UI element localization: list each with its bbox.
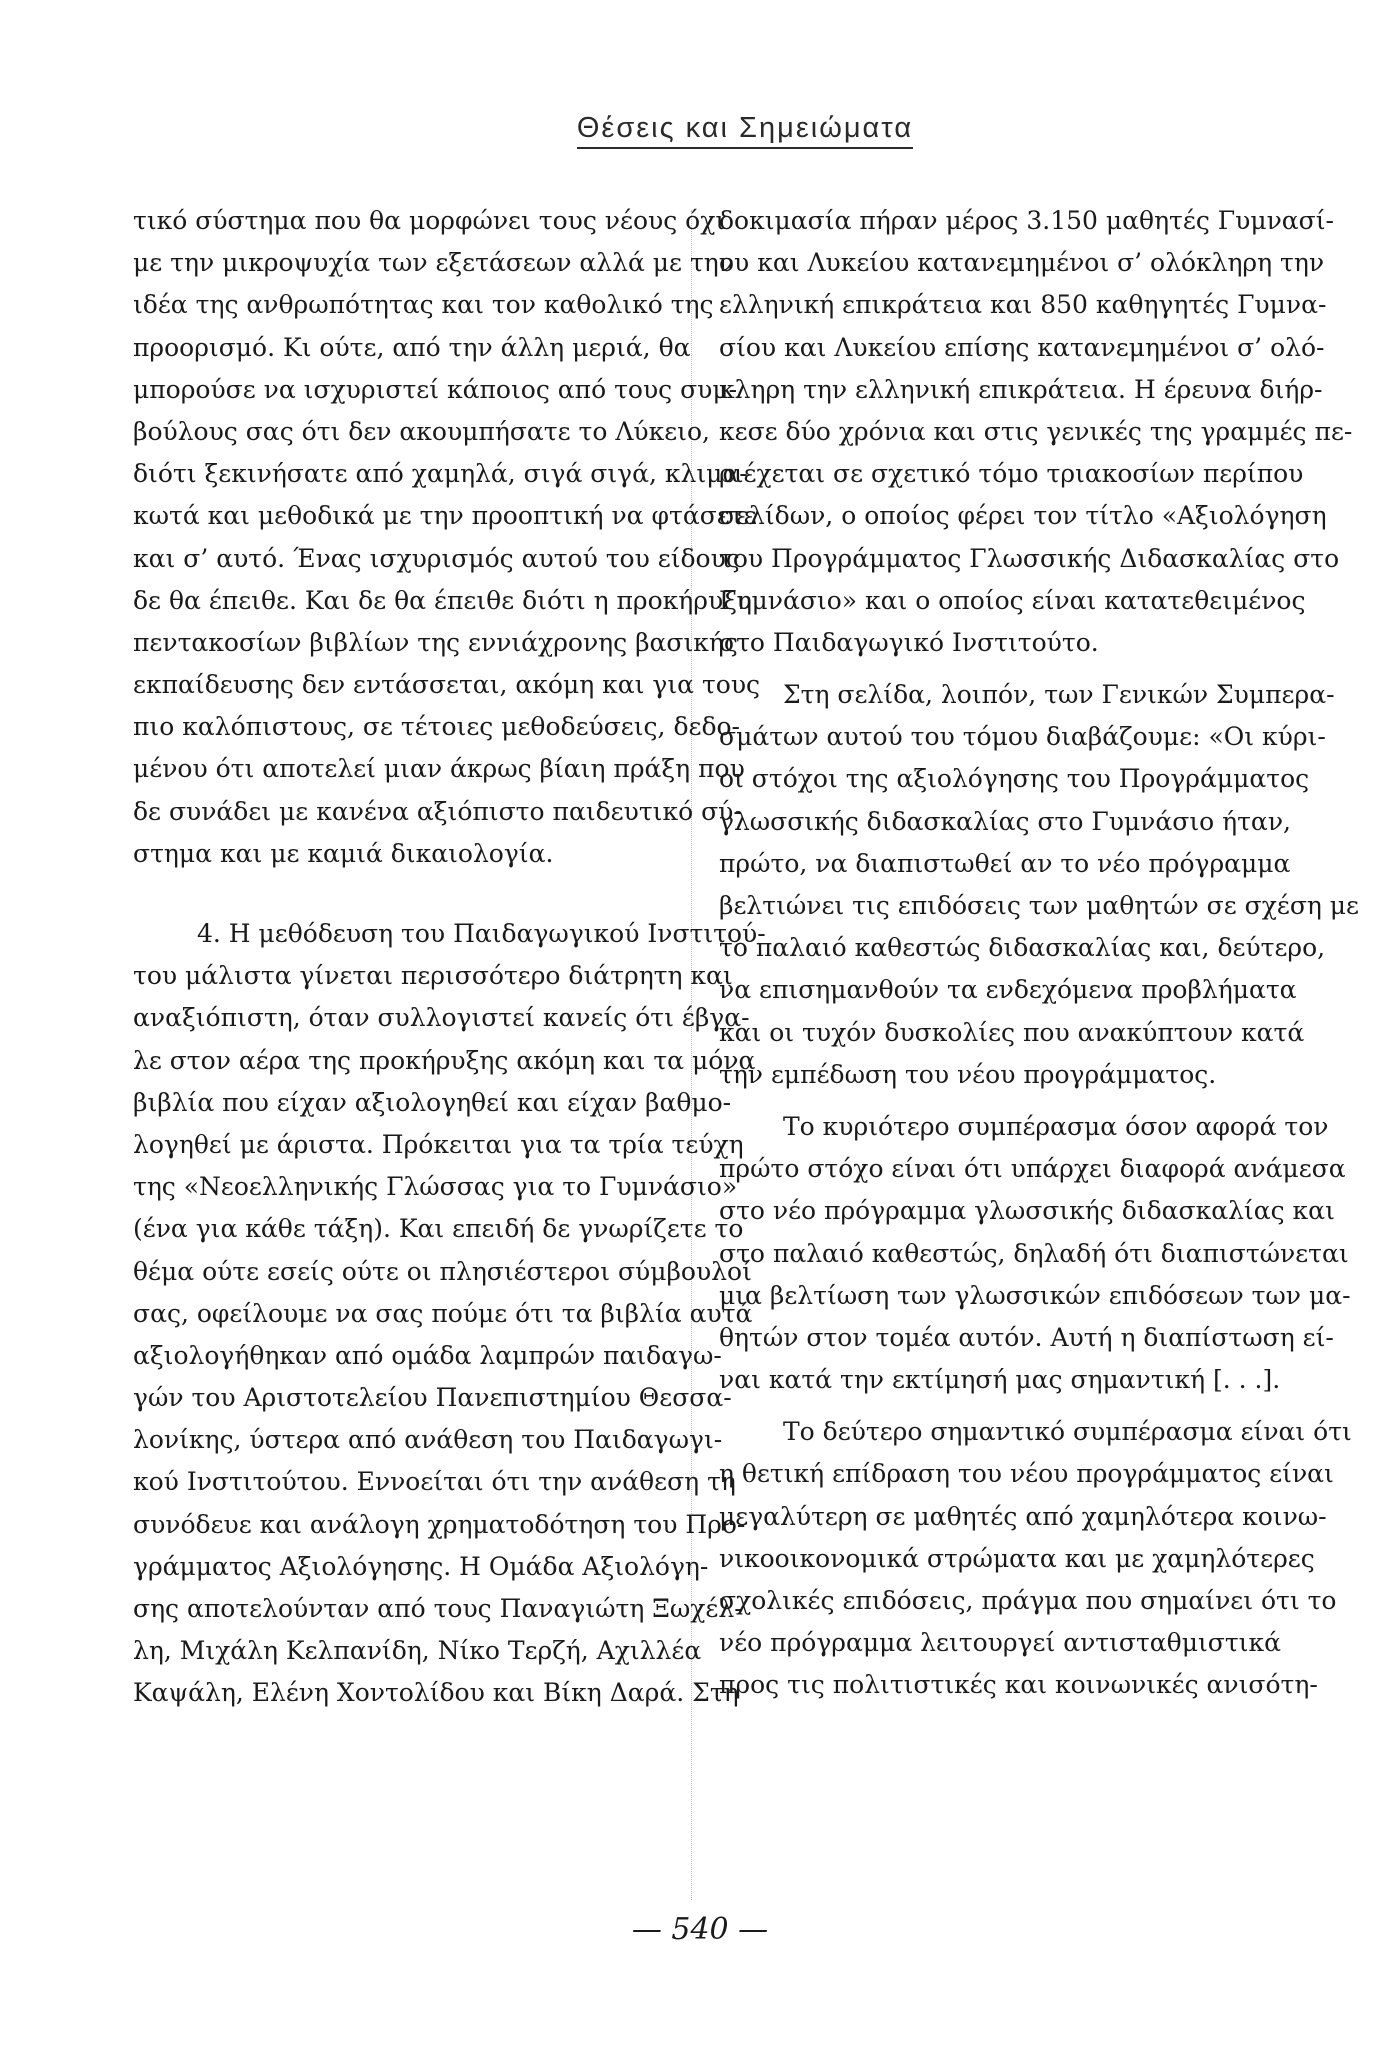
- text-line: και σ’ αυτό. Ένας ισχυρισμός αυτού του είδους: [133, 543, 740, 573]
- text-line: προορισμό. Κι ούτε, από την άλλη μεριά, θα: [133, 332, 691, 362]
- text-line: ου και Λυκείου κατανεμημένοι σ’ ολόκληρη την: [719, 248, 1325, 278]
- text-line: μεγαλύτερη σε μαθητές από χαμηλότερα κοινω-: [719, 1501, 1327, 1531]
- text-line: ιδέα της ανθρωπότητας και τον καθολικό της: [133, 290, 714, 320]
- paragraph-gap: [719, 1401, 1251, 1411]
- paragraph-gap: [719, 1096, 1251, 1106]
- text-line: στο νέο πρόγραμμα γλωσσικής διδασκαλίας και: [719, 1196, 1335, 1226]
- paragraph-gap: [719, 664, 1251, 674]
- text-line: διότι ξεκινήσατε από χαμηλά, σιγά σιγά, κλιμα-: [133, 459, 748, 489]
- text-line: βελτιώνει τις επιδόσεις των μαθητών σε σχέση με: [719, 891, 1360, 920]
- text-line: σης αποτελούνταν από τους Παναγιώτη Ξωχέλ-: [133, 1594, 743, 1623]
- page-number: — 540 —: [631, 1912, 769, 1947]
- text-line: βιβλία που είχαν αξιολογηθεί και είχαν βαθμο-: [133, 1087, 732, 1117]
- text-line: σας, οφείλουμε να σας πούμε ότι τα βιβλία αυτά: [133, 1298, 753, 1328]
- text-line: τικό σύστημα που θα μορφώνει τους νέους όχι: [133, 206, 726, 235]
- running-header-title: Θέσεις και Σημειώματα: [577, 112, 913, 149]
- text-line: στο Παιδαγωγικό Ινστιτούτο.: [719, 627, 1099, 657]
- text-line: θέμα ούτε εσείς ούτε οι πλησιέστεροι σύμβουλοί: [133, 1256, 752, 1286]
- text-line: γών του Αριστοτελείου Πανεπιστημίου Θεσσα-: [133, 1383, 732, 1413]
- text-line: κληρη την ελληνική επικράτεια. Η έρευνα διήρ-: [719, 374, 1323, 404]
- paragraph-gap: [133, 875, 665, 913]
- text-line: πρώτο στόχο είναι ότι υπάρχει διαφορά ανάμεσα: [719, 1154, 1346, 1184]
- text-line: δε συνάδει με κανένα αξιόπιστο παιδευτικό σύ-: [133, 796, 742, 826]
- text-line: ριέχεται σε σχετικό τόμο τριακοσίων περίπου: [719, 459, 1304, 489]
- text-line: αξιολογήθηκαν από ομάδα λαμπρών παιδαγω-: [133, 1340, 722, 1370]
- text-line: ελληνική επικράτεια και 850 καθηγητές Γυμνα-: [719, 290, 1327, 320]
- text-line: μπορούσε να ισχυριστεί κάποιος από τους συμ-: [133, 374, 738, 404]
- text-line: 4. Η μεθόδευση του Παιδαγωγικού Ινστιτού-: [197, 919, 766, 948]
- paragraph: [719, 674, 1360, 1096]
- text-line: σχολικές επιδόσεις, πράγμα που σημαίνει ότι το: [719, 1586, 1337, 1615]
- text-line: πεντακοσίων βιβλίων της εννιάχρονης βασικής: [133, 627, 738, 657]
- text-line: μια βελτίωση των γλωσσικών επιδόσεων των μα-: [719, 1280, 1351, 1310]
- text-line: Στη σελίδα, λοιπόν, των Γενικών Συμπερα-: [783, 680, 1335, 710]
- text-line: γράμματος Αξιολόγησης. Η Ομάδα Αξιολόγη-: [133, 1551, 709, 1581]
- text-line: κεσε δύο χρόνια και στις γενικές της γραμμές πε-: [719, 416, 1353, 446]
- left-column: [133, 200, 766, 1715]
- paragraph: [719, 200, 1353, 664]
- text-line: λονίκης, ύστερα από ανάθεση του Παιδαγωγι-: [133, 1425, 723, 1455]
- text-line: δε θα έπειθε. Και δε θα έπειθε διότι η προκήρυξη: [133, 585, 752, 615]
- text-line: Το κυριότερο συμπέρασμα όσον αφορά τον: [783, 1111, 1329, 1141]
- text-line: προς τις πολιτιστικές και κοινωνικές ανισότη-: [719, 1670, 1318, 1700]
- text-line: την εμπέδωση του νέου προγράμματος.: [719, 1059, 1217, 1089]
- text-line: Γυμνάσιο» και ο οποίος είναι κατατεθειμένος: [719, 585, 1306, 615]
- paragraph: [133, 913, 766, 1715]
- text-line: πρώτο, να διαπιστωθεί αν το νέο πρόγραμμα: [719, 848, 1291, 878]
- text-line: σελίδων, ο οποίος φέρει τον τίτλο «Αξιολόγηση: [719, 501, 1327, 531]
- running-header: [0, 112, 1400, 145]
- text-line: να επισημανθούν τα ενδεχόμενα προβλήματα: [719, 975, 1297, 1005]
- text-line: η θετική επίδραση του νέου προγράμματος είναι: [719, 1459, 1334, 1489]
- text-line: πιο καλόπιστους, σε τέτοιες μεθοδεύσεις, δεδο-: [133, 712, 741, 742]
- text-line: και οι τυχόν δυσκολίες που ανακύπτουν κατά: [719, 1017, 1305, 1047]
- text-line: οι στόχοι της αξιολόγησης του Προγράμματος: [719, 764, 1310, 794]
- text-line: της «Νεοελληνικής Γλώσσας για το Γυμνάσιο»: [133, 1172, 738, 1202]
- right-column: [719, 200, 1360, 1707]
- text-line: με την μικροψυχία των εξετάσεων αλλά με την: [133, 248, 734, 278]
- text-line: μένου ότι αποτελεί μιαν άκρως βίαιη πράξη που: [133, 754, 745, 784]
- text-line: θητών στον τομέα αυτόν. Αυτή η διαπίστωση εί-: [719, 1322, 1334, 1352]
- text-line: στο παλαιό καθεστώς, δηλαδή ότι διαπιστώνεται: [719, 1238, 1349, 1268]
- text-line: δοκιμασία πήραν μέρος 3.150 μαθητές Γυμνασί-: [719, 206, 1334, 235]
- text-line: νέο πρόγραμμα λειτουργεί αντισταθμιστικά: [719, 1628, 1281, 1658]
- text-line: ναι κατά την εκτίμησή μας σημαντική [. . .].: [719, 1365, 1281, 1395]
- text-line: του μάλιστα γίνεται περισσότερο διάτρητη και: [133, 961, 733, 991]
- text-line: (ένα για κάθε τάξη). Και επειδή δε γνωρίζετε το: [133, 1214, 744, 1244]
- text-line: λε στον αέρα της προκήρυξης ακόμη και τα μόνα: [133, 1045, 756, 1075]
- text-line: το παλαιό καθεστώς διδασκαλίας και, δεύτερο,: [719, 933, 1326, 963]
- text-line: λη, Μιχάλη Κελπανίδη, Νίκο Τερζή, Αχιλλέα: [133, 1636, 702, 1666]
- text-line: κωτά και μεθοδικά με την προοπτική να φτάσετε: [133, 501, 757, 531]
- text-line: λογηθεί με άριστα. Πρόκειται για τα τρία τεύχη: [133, 1129, 744, 1159]
- text-line: νικοοικονομικά στρώματα και με χαμηλότερες: [719, 1543, 1315, 1573]
- text-line: σμάτων αυτού του τόμου διαβάζουμε: «Οι κύρι-: [719, 722, 1326, 752]
- paragraph: [719, 1106, 1351, 1401]
- text-line: εκπαίδευσης δεν εντάσσεται, ακόμη και για τους: [133, 670, 761, 700]
- text-line: σίου και Λυκείου επίσης κατανεμημένοι σ’ ολό-: [719, 332, 1325, 362]
- text-line: Το δεύτερο σημαντικό συμπέρασμα είναι ότι: [783, 1417, 1352, 1447]
- paragraph: [133, 200, 761, 875]
- text-line: βούλους σας ότι δεν ακουμπήσατε το Λύκειο,: [133, 416, 710, 446]
- paragraph: [719, 1411, 1352, 1706]
- text-line: στημα και με καμιά δικαιολογία.: [133, 838, 554, 868]
- text-line: κού Ινστιτούτου. Εννοείται ότι την ανάθεση τη: [133, 1467, 736, 1497]
- text-line: συνόδευε και ανάλογη χρηματοδότηση του Προ-: [133, 1509, 746, 1539]
- text-line: αναξιόπιστη, όταν συλλογιστεί κανείς ότι έβγα-: [133, 1003, 750, 1033]
- text-line: του Προγράμματος Γλωσσικής Διδασκαλίας στο: [719, 543, 1340, 573]
- text-line: Καψάλη, Ελένη Χοντολίδου και Βίκη Δαρά. Στη: [133, 1678, 739, 1708]
- text-line: γλωσσικής διδασκαλίας στο Γυμνάσιο ήταν,: [719, 806, 1291, 836]
